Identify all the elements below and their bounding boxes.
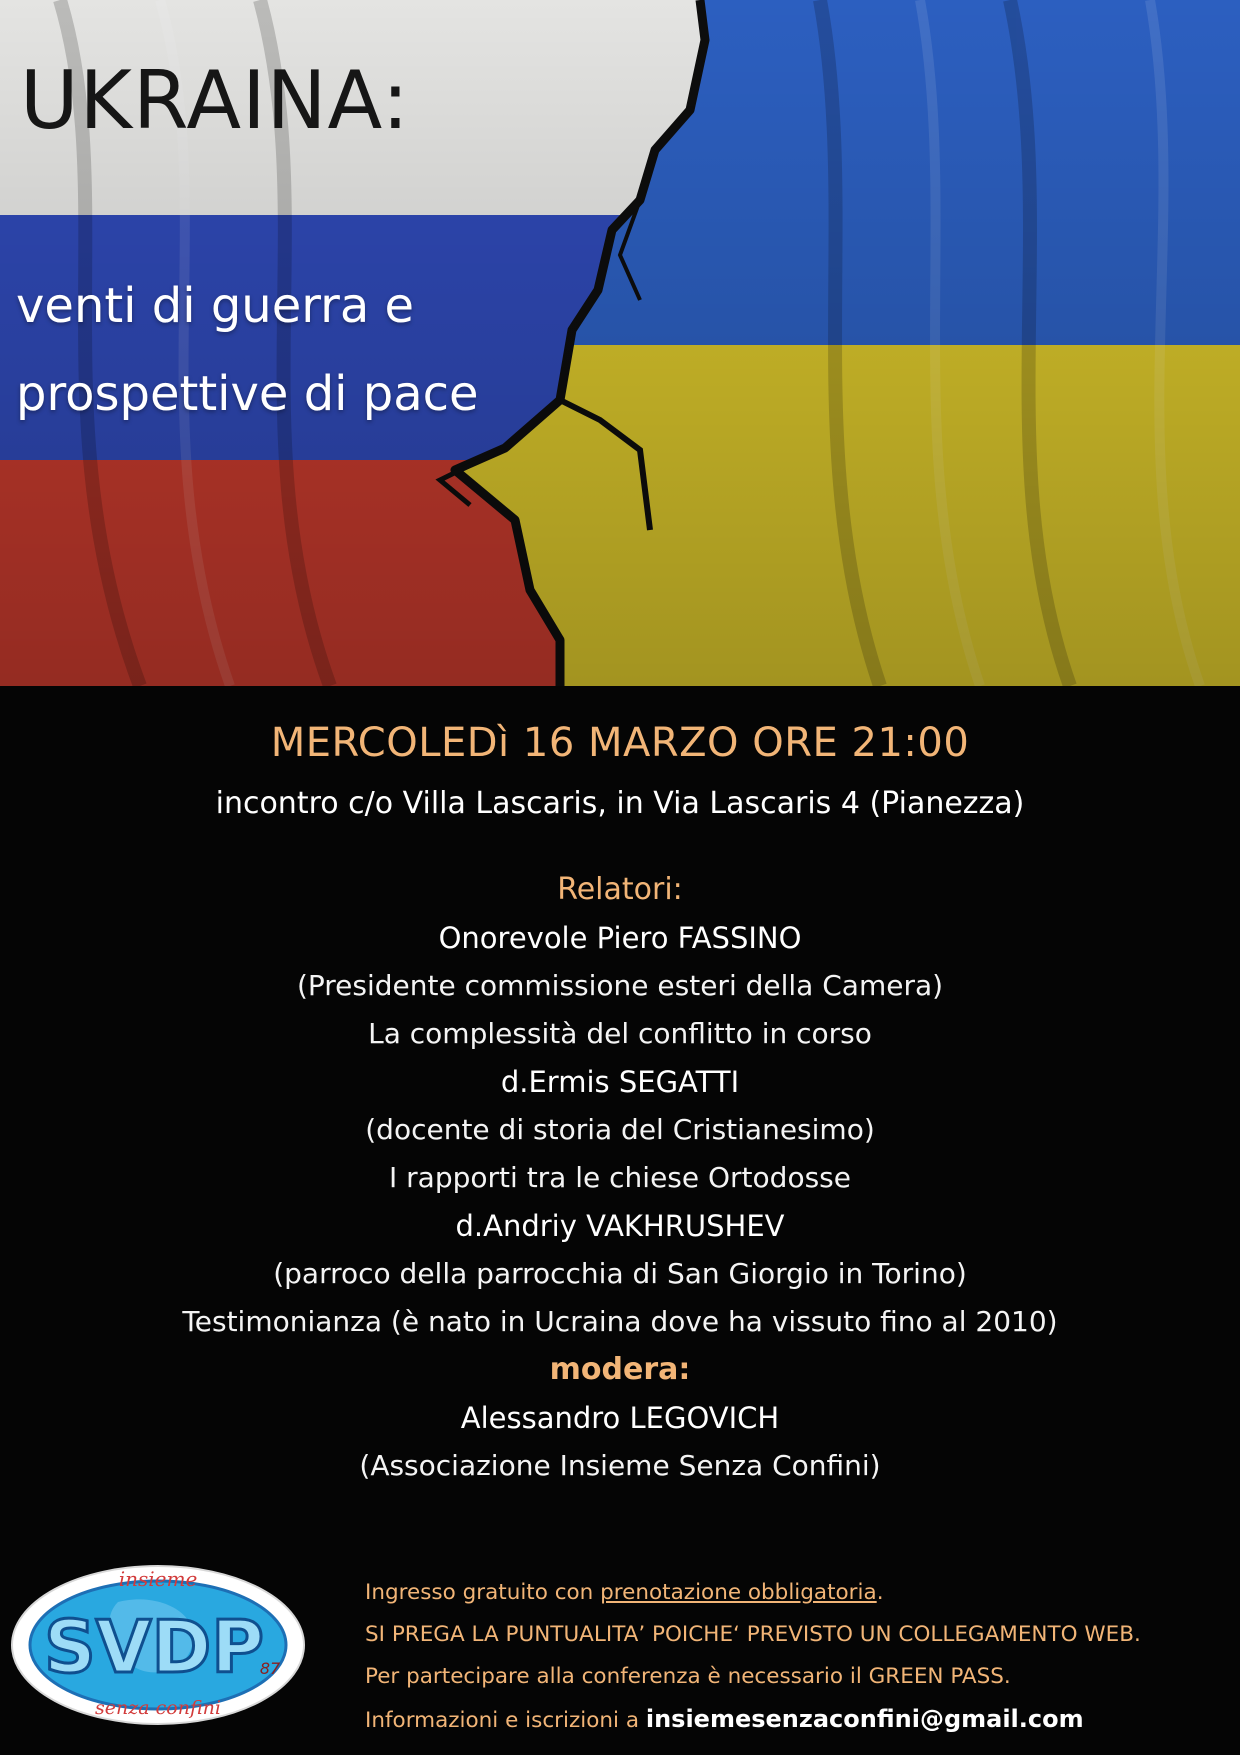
association-logo: [8, 1562, 308, 1728]
hero-subtitle-line1: venti di guerra e: [16, 278, 415, 334]
entry-prefix: Ingresso gratuito con: [365, 1580, 601, 1605]
speaker-topic: La complessità del conflitto in corso: [368, 1017, 872, 1050]
hero-title: UKRAINA:: [20, 54, 410, 147]
logo-bottom-text: senza confini: [95, 1697, 221, 1719]
speaker-role: (Presidente commissione esteri della Camera): [296, 969, 944, 1002]
logo-small-text: 87: [259, 1659, 281, 1678]
speaker-name: d.Ermis SEGATTI: [500, 1065, 740, 1099]
speakers-heading: Relatori:: [557, 872, 683, 907]
event-venue: incontro c/o Villa Lascaris, in Via Lascaris 4 (Pianezza): [215, 786, 1025, 821]
speaker-role: (docente di storia del Cristianesimo): [365, 1113, 875, 1146]
entry-info: [365, 1572, 1225, 1614]
speakers-section: [0, 866, 1240, 1490]
moderator-role: (Associazione Insieme Senza Confini): [359, 1449, 881, 1482]
speaker-name: d.Andriy VAKHRUSHEV: [455, 1209, 785, 1243]
contact-prefix: Informazioni e iscrizioni a: [365, 1708, 646, 1733]
booking-link[interactable]: prenotazione obbligatoria: [600, 1580, 877, 1605]
hero-subtitle-line2: prospettive di pace: [16, 366, 479, 422]
hero-subtitle: [16, 262, 479, 438]
info-block: [365, 1572, 1225, 1740]
speaker-name: Onorevole Piero FASSINO: [438, 921, 802, 955]
moderator-name: Alessandro LEGOVICH: [460, 1401, 780, 1435]
moderator-heading: modera:: [549, 1352, 691, 1387]
green-pass-notice: Per partecipare alla conferenza è necessario il GREEN PASS.: [365, 1664, 1011, 1689]
entry-suffix: .: [876, 1580, 884, 1605]
punctuality-notice: SI PREGA LA PUNTUALITA’ POICHE‘ PREVISTO UN COLLEGAMENTO WEB.: [365, 1622, 1141, 1647]
contact-email[interactable]: insiemesenzaconfini@gmail.com: [645, 1705, 1084, 1733]
contact-info: [365, 1698, 1225, 1740]
speaker-role: (parroco della parrocchia di San Giorgio in Torino): [273, 1257, 967, 1290]
speaker-topic: I rapporti tra le chiese Ortodosse: [389, 1161, 851, 1194]
speaker-topic: Testimonianza (è nato in Ucraina dove ha vissuto fino al 2010): [182, 1305, 1058, 1338]
logo-top-text: insieme: [118, 1567, 198, 1591]
hero-banner: [0, 0, 1240, 686]
logo-main-text: SVDP: [43, 1605, 265, 1689]
event-date-time: MERCOLEDì 16 MARZO ORE 21:00: [270, 720, 970, 766]
